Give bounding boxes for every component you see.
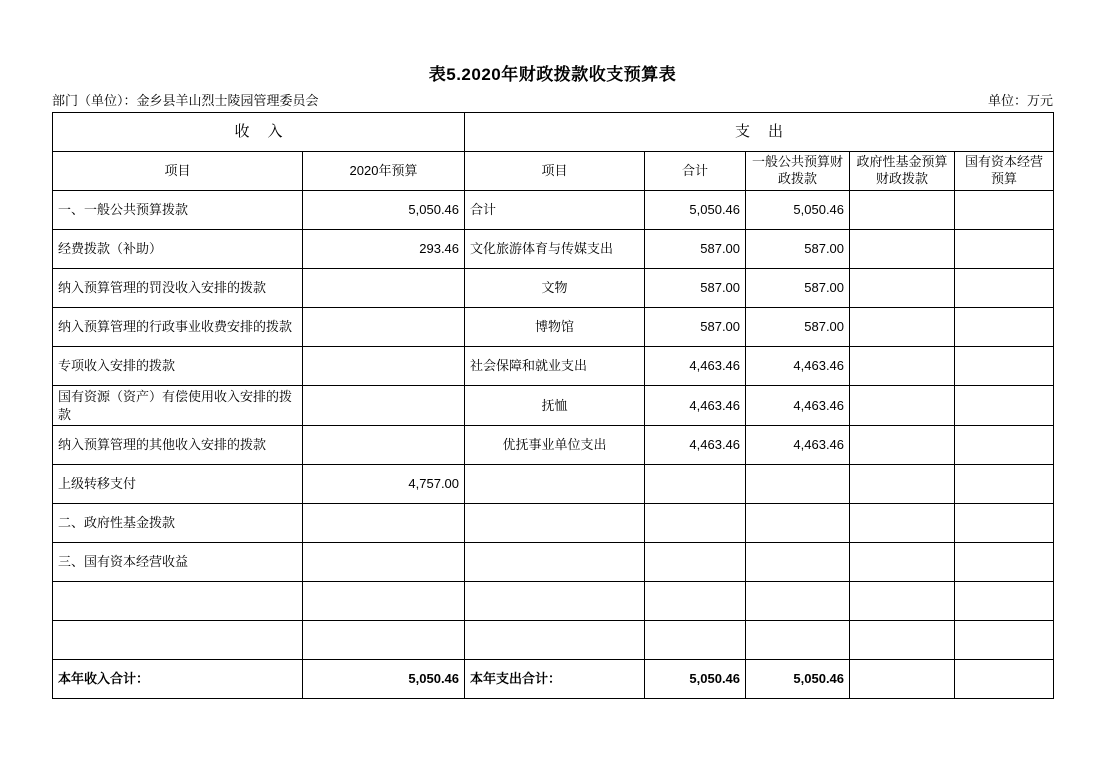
- expense-item-label: 抚恤: [465, 386, 645, 426]
- expense-state-capital-value: [955, 308, 1054, 347]
- expense-state-capital-value: [955, 347, 1054, 386]
- income-item-value: [303, 269, 465, 308]
- expense-state-capital-sum: [955, 660, 1054, 699]
- expense-total-value: [645, 582, 746, 621]
- expense-item-label: [465, 465, 645, 504]
- expense-item-label: 文化旅游体育与传媒支出: [465, 230, 645, 269]
- expense-general-public-value: 5,050.46: [746, 191, 850, 230]
- income-item-label: 国有资源（资产）有偿使用收入安排的拨款: [53, 386, 303, 426]
- expense-item-label: [465, 504, 645, 543]
- table-row: [53, 191, 1054, 230]
- expense-item-label: [465, 582, 645, 621]
- expense-total-value: 4,463.46: [645, 426, 746, 465]
- expense-general-public-value: [746, 621, 850, 660]
- expense-gov-fund-value: [850, 426, 955, 465]
- income-item-label: 一、一般公共预算拨款: [53, 191, 303, 230]
- income-item-value: 4,757.00: [303, 465, 465, 504]
- income-item-value: [303, 543, 465, 582]
- expense-general-public-value: 4,463.46: [746, 347, 850, 386]
- expense-item-label: 社会保障和就业支出: [465, 347, 645, 386]
- colhead-general-public: 一般公共预算财政拨款: [746, 152, 850, 191]
- expense-general-public-value: 587.00: [746, 230, 850, 269]
- budget-table: [52, 112, 1054, 699]
- department-label: 部门（单位）：金乡县羊山烈士陵园管理委员会: [52, 93, 319, 108]
- income-item-value: 5,050.46: [303, 191, 465, 230]
- column-header-row: [53, 152, 1054, 191]
- expense-total-value: [645, 465, 746, 504]
- expense-state-capital-value: [955, 191, 1054, 230]
- colhead-income-budget: 2020年预算: [303, 152, 465, 191]
- expense-gov-fund-value: [850, 465, 955, 504]
- group-header-income: 收入: [53, 113, 465, 152]
- income-item-label: 经费拨款（补助）: [53, 230, 303, 269]
- expense-state-capital-value: [955, 504, 1054, 543]
- table-row: [53, 426, 1054, 465]
- expense-state-capital-value: [955, 621, 1054, 660]
- expense-gov-fund-value: [850, 308, 955, 347]
- income-item-value: [303, 308, 465, 347]
- table-row: [53, 504, 1054, 543]
- expense-gov-fund-value: [850, 230, 955, 269]
- table-row: [53, 347, 1054, 386]
- colhead-total: 合计: [645, 152, 746, 191]
- expense-total-value: [645, 621, 746, 660]
- unit-label: 单位：万元: [987, 93, 1053, 108]
- expense-gov-fund-value: [850, 582, 955, 621]
- income-item-value: [303, 621, 465, 660]
- expense-total-value: [645, 543, 746, 582]
- income-item-label: [53, 621, 303, 660]
- expense-total-value: 5,050.46: [645, 191, 746, 230]
- group-header-row: [53, 113, 1054, 152]
- income-item-label: 三、国有资本经营收益: [53, 543, 303, 582]
- expense-gov-fund-value: [850, 621, 955, 660]
- income-item-value: [303, 426, 465, 465]
- table-row: [53, 621, 1054, 660]
- expense-total-value: 4,463.46: [645, 386, 746, 426]
- income-item-label: 上级转移支付: [53, 465, 303, 504]
- income-item-label: 专项收入安排的拨款: [53, 347, 303, 386]
- table-row: [53, 543, 1054, 582]
- table-row: [53, 465, 1054, 504]
- page-title: 表5.2020年财政拨款收支预算表: [428, 65, 677, 84]
- expense-gov-fund-value: [850, 543, 955, 582]
- expense-total-sum: 5,050.46: [645, 660, 746, 699]
- colhead-gov-fund: 政府性基金预算财政拨款: [850, 152, 955, 191]
- income-item-label: 纳入预算管理的罚没收入安排的拨款: [53, 269, 303, 308]
- table-row: [53, 386, 1054, 426]
- expense-general-public-value: [746, 504, 850, 543]
- expense-general-public-value: 4,463.46: [746, 386, 850, 426]
- expense-total-value: 587.00: [645, 269, 746, 308]
- income-total-value: 5,050.46: [303, 660, 465, 699]
- expense-state-capital-value: [955, 426, 1054, 465]
- expense-general-public-sum: 5,050.46: [746, 660, 850, 699]
- group-header-expense: 支出: [465, 113, 1054, 152]
- expense-total-label: 本年支出合计：: [465, 660, 645, 699]
- table-total-row: [53, 660, 1054, 699]
- expense-item-label: 合计: [465, 191, 645, 230]
- table-row: [53, 269, 1054, 308]
- expense-item-label: 文物: [465, 269, 645, 308]
- expense-state-capital-value: [955, 582, 1054, 621]
- expense-gov-fund-value: [850, 386, 955, 426]
- table-row: [53, 230, 1054, 269]
- expense-total-value: 4,463.46: [645, 347, 746, 386]
- expense-general-public-value: 587.00: [746, 269, 850, 308]
- expense-state-capital-value: [955, 269, 1054, 308]
- expense-state-capital-value: [955, 543, 1054, 582]
- expense-total-value: 587.00: [645, 230, 746, 269]
- table-row: [53, 308, 1054, 347]
- income-item-value: [303, 582, 465, 621]
- income-total-label: 本年收入合计：: [53, 660, 303, 699]
- expense-item-label: [465, 621, 645, 660]
- expense-gov-fund-value: [850, 504, 955, 543]
- expense-state-capital-value: [955, 465, 1054, 504]
- income-item-label: 纳入预算管理的其他收入安排的拨款: [53, 426, 303, 465]
- income-item-label: 二、政府性基金拨款: [53, 504, 303, 543]
- expense-state-capital-value: [955, 386, 1054, 426]
- income-item-label: [53, 582, 303, 621]
- expense-general-public-value: [746, 543, 850, 582]
- table-row: [53, 582, 1054, 621]
- income-item-value: [303, 347, 465, 386]
- expense-general-public-value: 587.00: [746, 308, 850, 347]
- expense-general-public-value: 4,463.46: [746, 426, 850, 465]
- expense-general-public-value: [746, 465, 850, 504]
- income-item-label: 纳入预算管理的行政事业收费安排的拨款: [53, 308, 303, 347]
- expense-total-value: [645, 504, 746, 543]
- income-item-value: 293.46: [303, 230, 465, 269]
- expense-item-label: 优抚事业单位支出: [465, 426, 645, 465]
- expense-gov-fund-value: [850, 347, 955, 386]
- colhead-state-capital: 国有资本经营预算: [955, 152, 1054, 191]
- colhead-income-item: 项目: [53, 152, 303, 191]
- expense-gov-fund-value: [850, 269, 955, 308]
- colhead-expense-item: 项目: [465, 152, 645, 191]
- expense-gov-fund-sum: [850, 660, 955, 699]
- income-item-value: [303, 504, 465, 543]
- expense-gov-fund-value: [850, 191, 955, 230]
- expense-item-label: [465, 543, 645, 582]
- income-item-value: [303, 386, 465, 426]
- expense-state-capital-value: [955, 230, 1054, 269]
- expense-total-value: 587.00: [645, 308, 746, 347]
- expense-general-public-value: [746, 582, 850, 621]
- expense-item-label: 博物馆: [465, 308, 645, 347]
